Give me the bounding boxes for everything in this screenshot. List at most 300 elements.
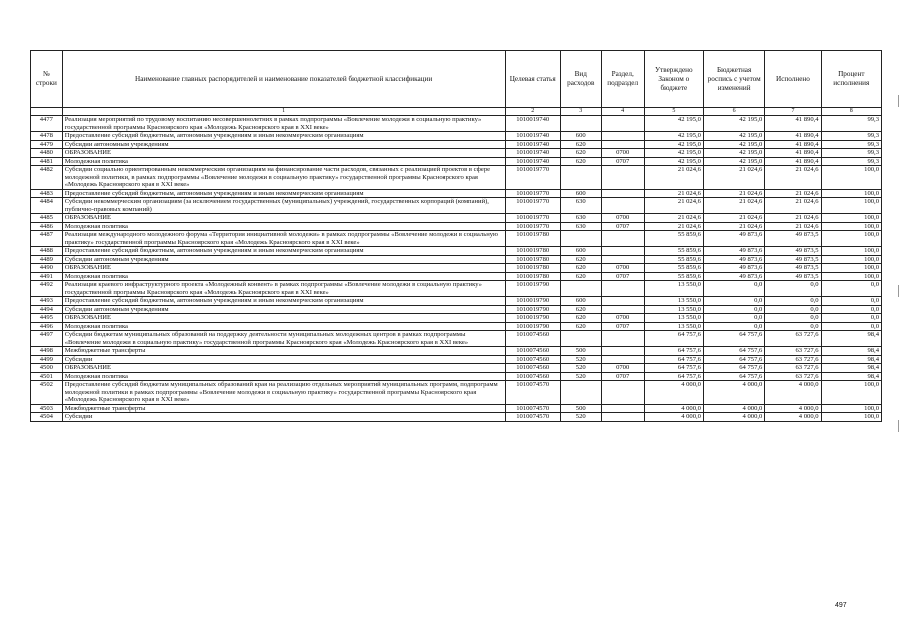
section-cell — [601, 305, 644, 314]
approved-cell: 13 550,0 — [644, 297, 703, 306]
approved-cell: 42 195,0 — [644, 149, 703, 158]
executed-cell: 63 727,6 — [765, 372, 821, 381]
budget-list-cell: 42 195,0 — [703, 149, 764, 158]
section-cell: 0707 — [601, 157, 644, 166]
row-number-cell: 4496 — [31, 322, 63, 331]
column-number: 2 — [505, 108, 560, 116]
row-name-cell: Субсидии бюджетам муниципальных образований на поддержку деятельности муниципальных молодежных центров в рамках подпрограммы «Вовлечение молодежи в социальную практику» государственной программы Красноярского края «Молодежь Красноярского края в XXI веке» — [62, 331, 505, 347]
row-number-cell: 4490 — [31, 264, 63, 273]
table-row — [31, 247, 882, 256]
row-name-cell: ОБРАЗОВАНИЕ — [62, 264, 505, 273]
percent-cell: 0,0 — [821, 281, 881, 297]
approved-cell: 42 195,0 — [644, 132, 703, 141]
section-cell — [601, 166, 644, 190]
table-row — [31, 116, 882, 132]
approved-cell: 13 550,0 — [644, 305, 703, 314]
expense-kind-cell: 620 — [560, 140, 601, 149]
row-name-cell: Субсидии автономным учреждениям — [62, 140, 505, 149]
row-number-cell: 4481 — [31, 157, 63, 166]
section-cell — [601, 404, 644, 413]
row-name-cell: Молодежная политика — [62, 222, 505, 231]
target-article-cell: 1010019740 — [505, 157, 560, 166]
executed-cell: 63 727,6 — [765, 355, 821, 364]
expense-kind-cell: 520 — [560, 372, 601, 381]
expense-kind-cell: 520 — [560, 364, 601, 373]
expense-kind-cell — [560, 381, 601, 405]
column-number: 1 — [62, 108, 505, 116]
header-name: Наименование главных распорядителей и наименование показателей бюджетной классификации — [62, 51, 505, 108]
executed-cell: 41 890,4 — [765, 116, 821, 132]
table-row — [31, 222, 882, 231]
row-name-cell: Субсидии автономным учреждениям — [62, 255, 505, 264]
budget-list-cell: 64 757,6 — [703, 347, 764, 356]
executed-cell: 21 024,6 — [765, 189, 821, 198]
target-article-cell: 1010019790 — [505, 297, 560, 306]
expense-kind-cell: 500 — [560, 404, 601, 413]
target-article-cell: 1010019780 — [505, 247, 560, 256]
approved-cell: 55 859,6 — [644, 272, 703, 281]
target-article-cell: 1010019770 — [505, 214, 560, 223]
table-row — [31, 305, 882, 314]
budget-list-cell: 64 757,6 — [703, 364, 764, 373]
table-row — [31, 347, 882, 356]
executed-cell: 21 024,6 — [765, 222, 821, 231]
row-number-cell: 4484 — [31, 198, 63, 214]
row-name-cell: ОБРАЗОВАНИЕ — [62, 149, 505, 158]
section-cell — [601, 247, 644, 256]
expense-kind-cell: 620 — [560, 264, 601, 273]
approved-cell: 64 757,6 — [644, 331, 703, 347]
row-number-cell: 4501 — [31, 372, 63, 381]
percent-cell: 100,0 — [821, 198, 881, 214]
target-article-cell: 1010019790 — [505, 281, 560, 297]
percent-cell: 99,3 — [821, 140, 881, 149]
row-number-cell: 4493 — [31, 297, 63, 306]
row-name-cell: Молодежная политика — [62, 157, 505, 166]
budget-list-cell: 42 195,0 — [703, 132, 764, 141]
target-article-cell: 1010074570 — [505, 413, 560, 422]
percent-cell: 0,0 — [821, 305, 881, 314]
approved-cell: 21 024,6 — [644, 166, 703, 190]
expense-kind-cell: 630 — [560, 198, 601, 214]
row-name-cell: Предоставление субсидий бюджетным, автономным учреждениям и иным некоммерческим организациям — [62, 247, 505, 256]
budget-list-cell: 42 195,0 — [703, 116, 764, 132]
table-row — [31, 140, 882, 149]
budget-list-cell: 49 873,6 — [703, 247, 764, 256]
row-number-cell: 4488 — [31, 247, 63, 256]
percent-cell: 100,0 — [821, 166, 881, 190]
budget-list-cell: 21 024,6 — [703, 166, 764, 190]
section-cell — [601, 281, 644, 297]
row-number-cell: 4500 — [31, 364, 63, 373]
table-row — [31, 314, 882, 323]
column-number: 3 — [560, 108, 601, 116]
percent-cell: 99,3 — [821, 157, 881, 166]
approved-cell: 4 000,0 — [644, 404, 703, 413]
table-row — [31, 198, 882, 214]
header-expense-kind: Вид расходов — [560, 51, 601, 108]
section-cell: 0707 — [601, 372, 644, 381]
column-number — [31, 108, 63, 116]
target-article-cell: 1010019740 — [505, 116, 560, 132]
section-cell: 0707 — [601, 222, 644, 231]
approved-cell: 55 859,6 — [644, 255, 703, 264]
budget-list-cell: 0,0 — [703, 305, 764, 314]
section-cell — [601, 231, 644, 247]
expense-kind-cell: 620 — [560, 157, 601, 166]
section-cell — [601, 413, 644, 422]
executed-cell: 49 873,5 — [765, 231, 821, 247]
section-cell: 0707 — [601, 272, 644, 281]
target-article-cell: 1010019780 — [505, 272, 560, 281]
row-name-cell: Межбюджетные трансферты — [62, 404, 505, 413]
table-row — [31, 297, 882, 306]
section-cell — [601, 297, 644, 306]
budget-list-cell: 42 195,0 — [703, 140, 764, 149]
target-article-cell: 1010019780 — [505, 264, 560, 273]
approved-cell: 64 757,6 — [644, 355, 703, 364]
section-cell — [601, 132, 644, 141]
table-row — [31, 281, 882, 297]
target-article-cell: 1010019740 — [505, 149, 560, 158]
section-cell: 0700 — [601, 214, 644, 223]
row-name-cell: ОБРАЗОВАНИЕ — [62, 214, 505, 223]
budget-list-cell: 4 000,0 — [703, 404, 764, 413]
row-number-cell: 4502 — [31, 381, 63, 405]
percent-cell: 98,4 — [821, 331, 881, 347]
table-body — [31, 116, 882, 422]
row-name-cell: Молодежная политика — [62, 322, 505, 331]
section-cell: 0700 — [601, 264, 644, 273]
section-cell — [601, 381, 644, 405]
section-cell — [601, 140, 644, 149]
table-row — [31, 149, 882, 158]
budget-list-cell: 21 024,6 — [703, 222, 764, 231]
table-row — [31, 255, 882, 264]
budget-list-cell: 49 873,6 — [703, 264, 764, 273]
expense-kind-cell — [560, 166, 601, 190]
percent-cell: 0,0 — [821, 314, 881, 323]
target-article-cell: 1010019790 — [505, 322, 560, 331]
row-number-cell: 4483 — [31, 189, 63, 198]
executed-cell: 0,0 — [765, 305, 821, 314]
target-article-cell: 1010074570 — [505, 404, 560, 413]
budget-list-cell: 0,0 — [703, 297, 764, 306]
target-article-cell: 1010019770 — [505, 198, 560, 214]
approved-cell: 4 000,0 — [644, 381, 703, 405]
column-number-row — [31, 108, 882, 116]
table-row — [31, 272, 882, 281]
percent-cell: 98,4 — [821, 372, 881, 381]
target-article-cell: 1010019780 — [505, 231, 560, 247]
target-article-cell: 1010074560 — [505, 372, 560, 381]
row-number-cell: 4503 — [31, 404, 63, 413]
budget-list-cell: 0,0 — [703, 314, 764, 323]
target-article-cell: 1010074560 — [505, 347, 560, 356]
header-approved: Утверждено Законом о бюджете — [644, 51, 703, 108]
percent-cell: 98,4 — [821, 355, 881, 364]
executed-cell: 4 000,0 — [765, 381, 821, 405]
percent-cell: 99,3 — [821, 116, 881, 132]
percent-cell: 100,0 — [821, 189, 881, 198]
table-row — [31, 132, 882, 141]
section-cell — [601, 347, 644, 356]
approved-cell: 21 024,6 — [644, 222, 703, 231]
row-number-cell: 4492 — [31, 281, 63, 297]
expense-kind-cell: 500 — [560, 347, 601, 356]
section-cell — [601, 355, 644, 364]
row-name-cell: Реализация мероприятий по трудовому воспитанию несовершеннолетних в рамках подпрограммы «Вовлечение молодежи в социальную практику» государственной программы Красноярского края «Молодежь Красноярского края в XXI веке» — [62, 116, 505, 132]
target-article-cell: 1010019740 — [505, 132, 560, 141]
row-name-cell: Предоставление субсидий бюджетным, автономным учреждениям и иным некоммерческим организациям — [62, 132, 505, 141]
percent-cell: 98,4 — [821, 347, 881, 356]
expense-kind-cell: 620 — [560, 305, 601, 314]
executed-cell: 0,0 — [765, 297, 821, 306]
table-row — [31, 322, 882, 331]
edge-mark — [898, 285, 899, 297]
row-number-cell: 4494 — [31, 305, 63, 314]
row-number-cell: 4479 — [31, 140, 63, 149]
executed-cell: 41 890,4 — [765, 149, 821, 158]
approved-cell: 21 024,6 — [644, 214, 703, 223]
table-row — [31, 189, 882, 198]
row-number-cell: 4482 — [31, 166, 63, 190]
row-number-cell: 4498 — [31, 347, 63, 356]
budget-list-cell: 0,0 — [703, 281, 764, 297]
percent-cell: 100,0 — [821, 381, 881, 405]
header-row-number: № строки — [31, 51, 63, 108]
table-row — [31, 355, 882, 364]
section-cell: 0700 — [601, 364, 644, 373]
page-number: 497 — [835, 602, 847, 609]
target-article-cell: 1010019770 — [505, 166, 560, 190]
target-article-cell: 1010074570 — [505, 381, 560, 405]
expense-kind-cell: 630 — [560, 222, 601, 231]
executed-cell: 21 024,6 — [765, 166, 821, 190]
expense-kind-cell: 630 — [560, 214, 601, 223]
approved-cell: 4 000,0 — [644, 413, 703, 422]
column-number: 6 — [703, 108, 764, 116]
executed-cell: 63 727,6 — [765, 364, 821, 373]
executed-cell: 21 024,6 — [765, 214, 821, 223]
budget-report-sheet — [30, 50, 882, 422]
percent-cell: 100,0 — [821, 264, 881, 273]
column-number: 5 — [644, 108, 703, 116]
section-cell — [601, 189, 644, 198]
percent-cell: 100,0 — [821, 214, 881, 223]
target-article-cell: 1010074560 — [505, 331, 560, 347]
executed-cell: 0,0 — [765, 322, 821, 331]
row-name-cell: Субсидии автономным учреждениям — [62, 305, 505, 314]
target-article-cell: 1010019790 — [505, 305, 560, 314]
expense-kind-cell: 520 — [560, 413, 601, 422]
expense-kind-cell — [560, 281, 601, 297]
budget-list-cell: 49 873,6 — [703, 231, 764, 247]
row-number-cell: 4486 — [31, 222, 63, 231]
section-cell: 0700 — [601, 149, 644, 158]
section-cell: 0700 — [601, 314, 644, 323]
row-number-cell: 4487 — [31, 231, 63, 247]
table-row — [31, 214, 882, 223]
percent-cell: 100,0 — [821, 222, 881, 231]
approved-cell: 21 024,6 — [644, 198, 703, 214]
row-name-cell: Межбюджетные трансферты — [62, 347, 505, 356]
row-number-cell: 4477 — [31, 116, 63, 132]
edge-mark — [898, 420, 899, 432]
row-name-cell: Предоставление субсидий бюджетным, автономным учреждениям и иным некоммерческим организациям — [62, 297, 505, 306]
row-number-cell: 4480 — [31, 149, 63, 158]
approved-cell: 55 859,6 — [644, 264, 703, 273]
executed-cell: 41 890,4 — [765, 132, 821, 141]
header-target-article: Целевая статья — [505, 51, 560, 108]
section-cell — [601, 198, 644, 214]
budget-list-cell: 21 024,6 — [703, 189, 764, 198]
budget-list-cell: 4 000,0 — [703, 381, 764, 405]
expense-kind-cell: 620 — [560, 272, 601, 281]
target-article-cell: 1010019770 — [505, 222, 560, 231]
percent-cell: 100,0 — [821, 404, 881, 413]
expense-kind-cell: 520 — [560, 355, 601, 364]
percent-cell: 100,0 — [821, 255, 881, 264]
section-cell — [601, 255, 644, 264]
row-name-cell: Предоставление субсидий бюджетам муниципальных образований края на реализацию отдельных мероприятий муниципальных программ, подпрограмм молодежной политики в рамках подпрограммы «Вовлечение молодежи в социальную практику» государственной программы Красноярского края «Молодежь Красноярского края в XXI веке» — [62, 381, 505, 405]
percent-cell: 100,0 — [821, 272, 881, 281]
budget-list-cell: 0,0 — [703, 322, 764, 331]
expense-kind-cell: 620 — [560, 255, 601, 264]
row-name-cell: Субсидии социально ориентированным некоммерческим организациям на финансирование части расходов, связанных с реализацией проектов в сфере молодежной политики, в рамках подпрограммы «Вовлечение молодежи в социальную практику» государственной программы Красноярского края «Молодежь Красноярского края в XXI веке» — [62, 166, 505, 190]
header-budget-list: Бюджетная роспись с учетом изменений — [703, 51, 764, 108]
column-number: 4 — [601, 108, 644, 116]
percent-cell: 99,3 — [821, 132, 881, 141]
executed-cell: 0,0 — [765, 314, 821, 323]
approved-cell: 55 859,6 — [644, 231, 703, 247]
expense-kind-cell: 620 — [560, 314, 601, 323]
target-article-cell: 1010074560 — [505, 355, 560, 364]
expense-kind-cell — [560, 116, 601, 132]
row-number-cell: 4485 — [31, 214, 63, 223]
executed-cell: 4 000,0 — [765, 404, 821, 413]
row-name-cell: Молодежная политика — [62, 272, 505, 281]
budget-list-cell: 21 024,6 — [703, 198, 764, 214]
expense-kind-cell: 600 — [560, 247, 601, 256]
approved-cell: 64 757,6 — [644, 364, 703, 373]
row-name-cell: Субсидии — [62, 355, 505, 364]
executed-cell: 0,0 — [765, 281, 821, 297]
budget-list-cell: 64 757,6 — [703, 355, 764, 364]
approved-cell: 13 550,0 — [644, 281, 703, 297]
approved-cell: 55 859,6 — [644, 247, 703, 256]
executed-cell: 63 727,6 — [765, 347, 821, 356]
row-name-cell: Реализация краевого инфраструктурного проекта «Молодежный конвент» в рамках подпрограммы «Вовлечение молодежи в социальную практику» государственной программы Красноярского края «Молодежь Красноярского края в XXI веке» — [62, 281, 505, 297]
row-name-cell: ОБРАЗОВАНИЕ — [62, 314, 505, 323]
approved-cell: 13 550,0 — [644, 322, 703, 331]
executed-cell: 49 873,5 — [765, 264, 821, 273]
table-row — [31, 157, 882, 166]
expense-kind-cell: 620 — [560, 322, 601, 331]
table-row — [31, 364, 882, 373]
percent-cell: 98,4 — [821, 364, 881, 373]
executed-cell: 21 024,6 — [765, 198, 821, 214]
header-executed: Исполнено — [765, 51, 821, 108]
approved-cell: 42 195,0 — [644, 157, 703, 166]
row-name-cell: Предоставление субсидий бюджетным, автономным учреждениям и иным некоммерческим организациям — [62, 189, 505, 198]
table-row — [31, 413, 882, 422]
row-number-cell: 4489 — [31, 255, 63, 264]
row-number-cell: 4504 — [31, 413, 63, 422]
approved-cell: 42 195,0 — [644, 116, 703, 132]
section-cell: 0707 — [601, 322, 644, 331]
row-number-cell: 4478 — [31, 132, 63, 141]
column-number: 8 — [821, 108, 881, 116]
executed-cell: 49 873,5 — [765, 247, 821, 256]
header-section: Раздел, подраздел — [601, 51, 644, 108]
row-name-cell: Субсидии — [62, 413, 505, 422]
expense-kind-cell: 600 — [560, 132, 601, 141]
expense-kind-cell: 600 — [560, 297, 601, 306]
expense-kind-cell: 620 — [560, 149, 601, 158]
budget-list-cell: 64 757,6 — [703, 372, 764, 381]
row-number-cell: 4491 — [31, 272, 63, 281]
approved-cell: 64 757,6 — [644, 372, 703, 381]
percent-cell: 0,0 — [821, 322, 881, 331]
table-row — [31, 231, 882, 247]
section-cell — [601, 116, 644, 132]
expense-kind-cell: 600 — [560, 189, 601, 198]
row-name-cell: Молодежная политика — [62, 372, 505, 381]
column-number: 7 — [765, 108, 821, 116]
expense-kind-cell — [560, 231, 601, 247]
table-row — [31, 166, 882, 190]
target-article-cell: 1010074560 — [505, 364, 560, 373]
percent-cell: 100,0 — [821, 413, 881, 422]
row-name-cell: Реализация международного молодежного форума «Территория инициативной молодежи» в рамках подпрограммы «Вовлечение молодежи в социальную практику» государственной программы Красноярского края «Молодежь Красноярского края в XXI веке» — [62, 231, 505, 247]
approved-cell: 64 757,6 — [644, 347, 703, 356]
budget-list-cell: 64 757,6 — [703, 331, 764, 347]
target-article-cell: 1010019740 — [505, 140, 560, 149]
executed-cell: 49 873,5 — [765, 272, 821, 281]
table-row — [31, 264, 882, 273]
budget-list-cell: 4 000,0 — [703, 413, 764, 422]
table-row — [31, 404, 882, 413]
budget-list-cell: 21 024,6 — [703, 214, 764, 223]
executed-cell: 4 000,0 — [765, 413, 821, 422]
percent-cell: 100,0 — [821, 231, 881, 247]
row-number-cell: 4499 — [31, 355, 63, 364]
executed-cell: 41 890,4 — [765, 140, 821, 149]
header-percent: Процент исполнения — [821, 51, 881, 108]
edge-mark — [898, 95, 899, 107]
row-number-cell: 4497 — [31, 331, 63, 347]
target-article-cell: 1010019770 — [505, 189, 560, 198]
row-name-cell: ОБРАЗОВАНИЕ — [62, 364, 505, 373]
table-header-row — [31, 51, 882, 108]
expense-kind-cell — [560, 331, 601, 347]
executed-cell: 49 873,5 — [765, 255, 821, 264]
budget-list-cell: 49 873,6 — [703, 255, 764, 264]
row-name-cell: Субсидии некоммерческим организациям (за исключением государственных (муниципальных) учреждений, государственных корпораций (компаний), публично-правовых компаний) — [62, 198, 505, 214]
table-row — [31, 381, 882, 405]
approved-cell: 42 195,0 — [644, 140, 703, 149]
executed-cell: 41 890,4 — [765, 157, 821, 166]
table-row — [31, 331, 882, 347]
target-article-cell: 1010019780 — [505, 255, 560, 264]
approved-cell: 21 024,6 — [644, 189, 703, 198]
row-number-cell: 4495 — [31, 314, 63, 323]
percent-cell: 100,0 — [821, 247, 881, 256]
budget-list-cell: 49 873,6 — [703, 272, 764, 281]
target-article-cell: 1010019790 — [505, 314, 560, 323]
percent-cell: 99,3 — [821, 149, 881, 158]
